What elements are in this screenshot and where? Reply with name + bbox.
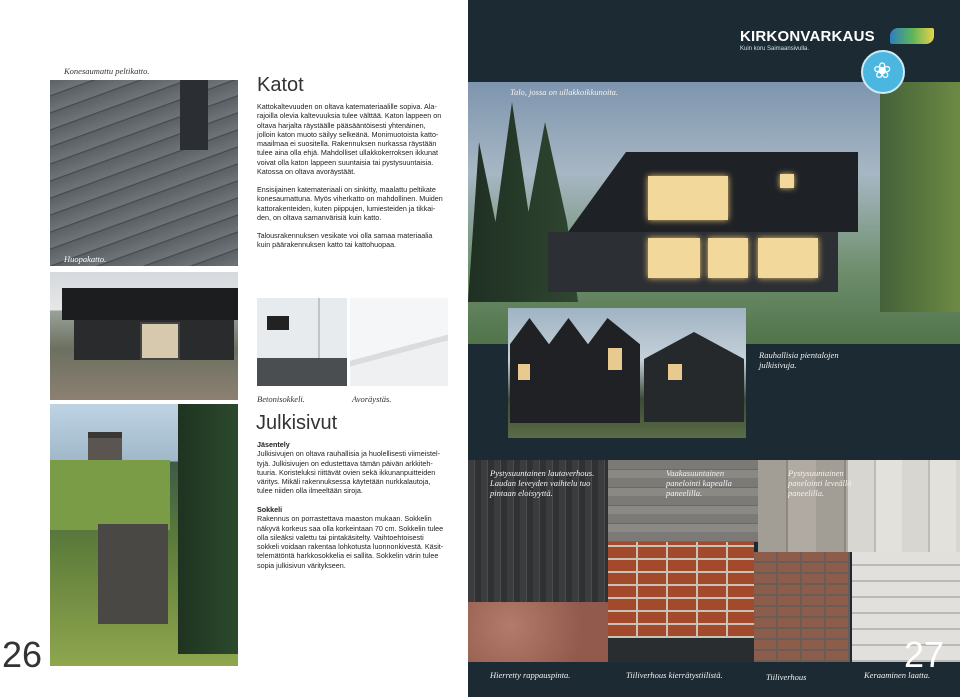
black-house-window — [518, 364, 530, 380]
jasentely-line: tyjä. Julkisivujen on edustettava tämän päivän arkkiteh- — [257, 458, 433, 468]
green-roof-shape — [50, 460, 170, 530]
caption-line: paneelilla. — [666, 488, 703, 498]
sokkeli-line: näkyvä korkeus saa olla korkeintaan 70 cm. Sokkelin tulee — [257, 523, 444, 533]
katot-p2-line: Ensisijainen katemateriaali on sinkitty, maalattu peltikate — [257, 185, 436, 194]
caption-avoraystas: Avoräystäs. — [352, 394, 392, 404]
house-window-lower-2 — [708, 238, 748, 278]
brand-tagline: Kuin koru Saimaansivulla. — [740, 46, 810, 52]
heading-julkisivut: Julkisivut — [256, 412, 338, 434]
page-number-right: 27 — [904, 634, 945, 675]
caption-line: Rauhallisia pientalojen — [759, 350, 839, 360]
caption-talo: Talo, jossa on ullakkoikkunoita. — [510, 87, 619, 97]
caption-line: Laudan leveyden vaihtelu tuo — [490, 478, 591, 488]
tree-shape — [178, 404, 238, 654]
caption-pysty-2 — [788, 468, 852, 498]
right-page — [468, 0, 960, 697]
sokkeli-line: olla sileäksi valettu tai pintakäsitelty. Vaihtoehtoisesti — [257, 532, 424, 542]
texture-brick-red-lower — [608, 638, 754, 662]
caption-line: paneelilla. — [788, 488, 825, 498]
black-house-window — [668, 364, 682, 380]
katot-p1-line: tulee aina olla ehjä. Mahdolliset ullakkokerroksen ikkunat — [257, 148, 438, 158]
left-page — [0, 0, 468, 697]
caption-pysty-1 — [490, 468, 594, 498]
house-window-lower-3 — [758, 238, 818, 278]
house-roof-window — [780, 174, 794, 188]
black-house-2-shape — [644, 332, 744, 422]
photo-felt-roof — [50, 272, 238, 400]
katot-p1-line: voivat olla katon lappeen suuntaisia tai pystysuuntaisia. — [257, 157, 434, 167]
katot-paragraph-3 — [257, 231, 432, 250]
stone-wall-shape — [98, 524, 168, 624]
caption-line: Pystysuuntainen lautaverhous. — [490, 468, 595, 478]
julkisivut-section-2 — [257, 505, 443, 570]
house-window-lower-1 — [648, 238, 700, 278]
caption-line: julkisivuja. — [759, 360, 797, 370]
katot-p1-line: rajoilla olevia kaltevuuksia tulee välttää. Katon lappeen on — [257, 111, 442, 121]
katot-p1-line: oltava harjalta räystäälle pääsääntöisesti yhtenäinen, — [257, 120, 426, 130]
jasentely-line: väritys. Mikäli rakennuksessa käytetään nurkkalautoja, — [257, 477, 431, 487]
texture-brick-brown — [754, 552, 850, 662]
katot-p2-line: konesaumattuna. Myös viherkatto on mahdollinen. Muiden — [257, 194, 443, 204]
katot-p2-line: den, on oltava samanvärisiä kuin katto. — [257, 212, 382, 222]
sokkeli-line: telemätöntä harkkosokkelia ei sallita. Sokkelin värin tulee — [257, 551, 439, 561]
socle-base-shape — [257, 358, 347, 386]
katot-p3-line: Talousrakennuksen vesikate voi olla samaa materiaalia — [257, 231, 433, 240]
heading-katot: Katot — [257, 74, 304, 96]
house-window-upper — [648, 176, 728, 220]
photo-green-roof — [50, 404, 238, 666]
photo-house-attic-windows — [468, 82, 960, 344]
katot-paragraph-2 — [257, 185, 443, 222]
sokkeli-line: sokkeli voidaan rakentaa lohkotusta luonnonkivestä. Käsit- — [257, 542, 444, 552]
jasentely-line: tuuria. Koristeluksi riittävät ovien sekä ikkunanpuitteiden — [257, 467, 436, 477]
black-house-window — [608, 348, 622, 370]
katot-p1-line: maailmaa ei suositella. Rakennuksen nurkassa räystään — [257, 139, 437, 149]
katot-paragraph-1 — [257, 102, 441, 176]
photo-black-houses — [508, 308, 746, 438]
photo-open-eaves — [350, 298, 448, 386]
sokkeli-line: Rakennus on porrastettava maaston mukaan. Sokkelin — [257, 514, 432, 524]
caption-betonisokkeli: Betonisokkeli. — [257, 394, 305, 404]
brand-logo-icon — [890, 28, 934, 44]
caption-konesaumattu: Konesaumattu peltikatto. — [64, 66, 150, 76]
subheading-sokkeli: Sokkeli — [257, 505, 283, 514]
photo-concrete-socle — [257, 298, 347, 386]
texture-render — [468, 602, 608, 662]
caption-huopakatto: Huopakatto. — [64, 254, 107, 264]
katot-p1-line: Kattokaltevuuden on oltava katemateriaalille sopiva. Ala- — [257, 102, 437, 111]
sokkeli-line: sopia julkisivun väritykseen. — [257, 560, 346, 570]
caption-rappaus: Hierretty rappauspinta. — [490, 670, 571, 680]
caption-tiili: Tiiliverhous kierrätystiilistä. — [626, 670, 723, 680]
mailbox-shape — [267, 316, 289, 330]
caption-keraami: Keraaminen laatta. — [864, 670, 931, 680]
texture-wide-panel-2 — [848, 460, 960, 552]
katot-p3-line: kuin päärakennuksen katto tai kattohuopaa. — [257, 240, 397, 250]
caption-line: panelointi kapealla — [666, 478, 732, 488]
trees-right-shape — [880, 82, 960, 312]
page-number-left: 26 — [2, 634, 43, 675]
brand-title: KIRKONVARKAUS — [740, 28, 875, 45]
texture-brick-red — [608, 542, 754, 638]
felt-window-shape — [140, 322, 180, 360]
jasentely-line: tulee niiden olla ilmeeltään siroja. — [257, 486, 363, 496]
photo-metal-roof — [50, 80, 238, 266]
julkisivut-section-1 — [257, 440, 440, 496]
emblem-badge-icon: ❀ — [861, 50, 905, 94]
caption-tiili-2: Tiiliverhous — [766, 672, 807, 682]
caption-line: pintaan eloisyyttä. — [490, 488, 553, 498]
katot-p2-line: kattorakenteiden, kuten piippujen, lumiesteiden ja tikkai- — [257, 203, 436, 213]
felt-roof-shape — [62, 288, 238, 320]
subheading-jasentely: Jäsentely — [257, 440, 290, 449]
katot-p1-line: jolloin katon muoto säilyy selkeänä. Monimuotoista katto- — [257, 129, 439, 139]
caption-vaaka — [666, 468, 732, 498]
caption-rauhallisia — [759, 350, 839, 370]
caption-line: Pystysuuntainen — [788, 468, 844, 478]
jasentely-line: Julkisivujen on oltava rauhallisia ja huolellisesti viimeistel- — [257, 449, 440, 459]
katot-p1-line: Katossa on oltava avoräystäät. — [257, 167, 356, 177]
caption-line: Vaakasuuntainen — [666, 468, 725, 478]
caption-line: panelointi leveällä — [788, 478, 852, 488]
